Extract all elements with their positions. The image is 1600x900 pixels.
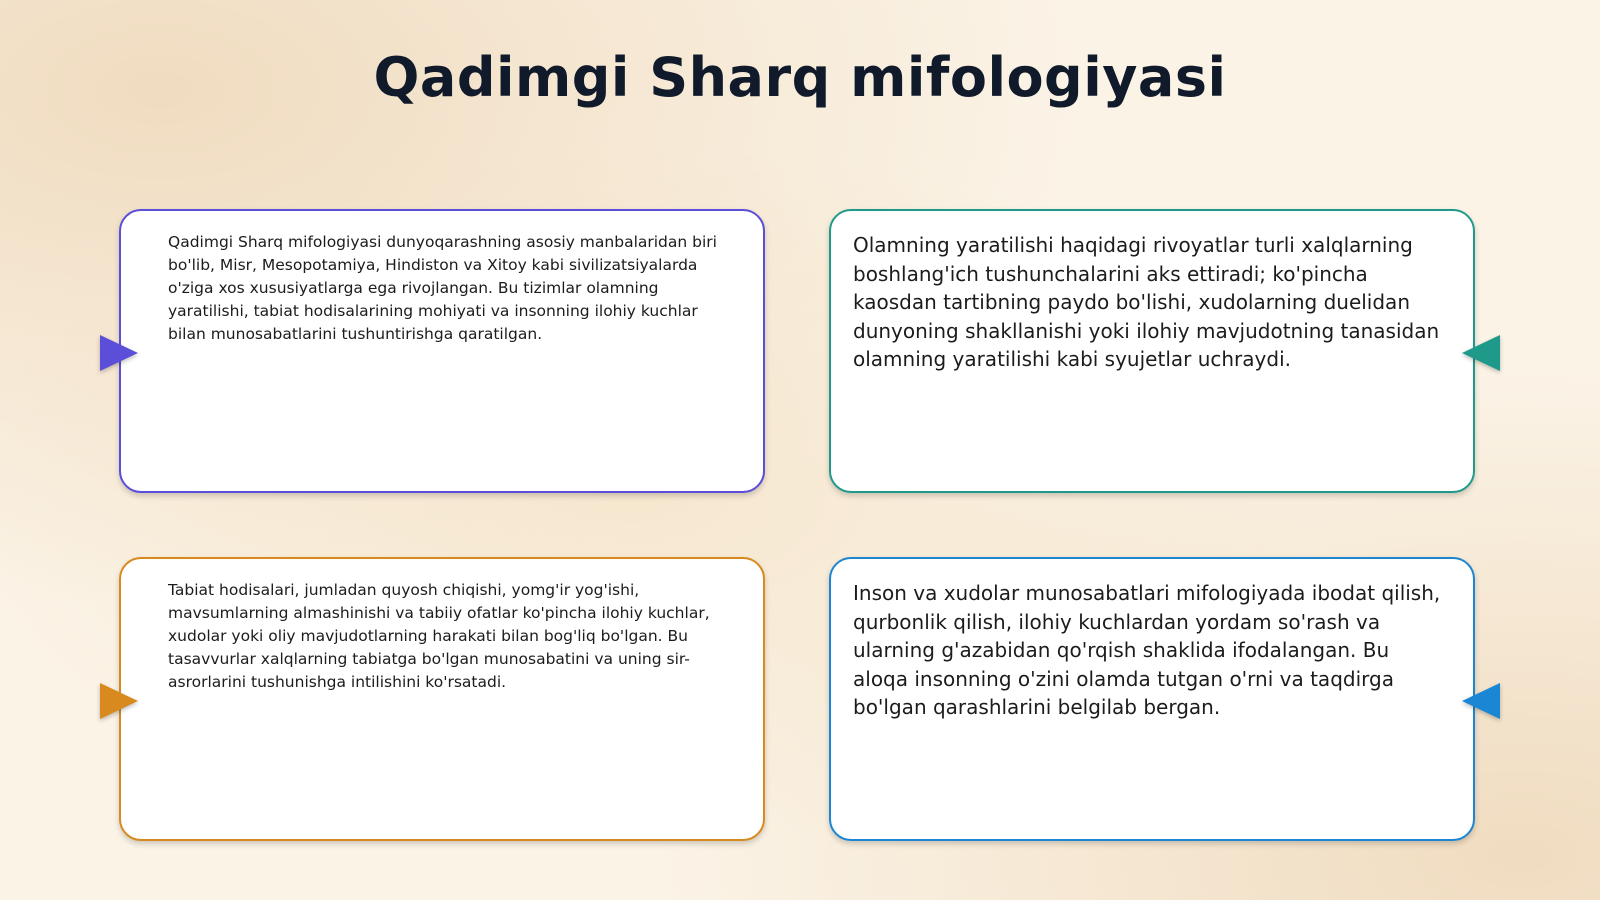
info-card-creation-myths <box>829 209 1475 493</box>
info-card-world-view <box>119 209 765 493</box>
info-card-natural-phenomena <box>119 557 765 841</box>
card-text: Qadimgi Sharq mifologiyasi dunyoqarashning asosiy manbalaridan biri bo'lib, Misr, Mesopotamiya, Hindiston va Xitoy kabi sivilizatsiyalarda o'ziga xos xususiyatlarga ega rivojlangan. Bu tizimlar olamning yaratilishi, tabiat hodisalarining mohiyati va insonning ilohiy kuchlar bilan munosabatlarini tushuntirishga qaratilgan. <box>168 233 717 343</box>
triangle-right-icon <box>100 335 138 371</box>
card-text: Tabiat hodisalari, jumladan quyosh chiqishi, yomg'ir yog'ishi, mavsumlarning almashinishi va tabiiy ofatlar ko'pincha ilohiy kuchlar, xudolar yoki oliy mavjudotlarning harakati bilan bog'liq bo'lgan. Bu tasavvurlar xalqlarning tabiatga bo'lgan munosabatini va uning sir-asrorlarini tushunishga intilishini ko'rsatadi. <box>168 581 710 691</box>
page-title: Qadimgi Sharq mifologiyasi <box>373 46 1227 109</box>
info-card-human-gods-relations <box>829 557 1475 841</box>
card-text: Olamning yaratilishi haqidagi rivoyatlar turli xalqlarning boshlang'ich tushunchalarini aks ettiradi; ko'pincha kaosdan tartibning paydo bo'lishi, xudolarning duelidan dunyoning shakllanishi yoki ilohiy mavjudotning tanasidan olamning yaratilishi kabi syujetlar uchraydi. <box>853 233 1440 371</box>
triangle-left-icon <box>1462 335 1500 371</box>
card-text: Inson va xudolar munosabatlari mifologiyada ibodat qilish, qurbonlik qilish, ilohiy kuchlardan yordam so'rash va ularning g'azabidan qo'rqish shaklida ifodalangan. Bu aloqa insonning o'zini olamda tutgan o'rni va taqdirga bo'lgan qarashlarini belgilab bergan. <box>853 581 1441 719</box>
triangle-right-icon <box>100 683 138 719</box>
triangle-left-icon <box>1462 683 1500 719</box>
